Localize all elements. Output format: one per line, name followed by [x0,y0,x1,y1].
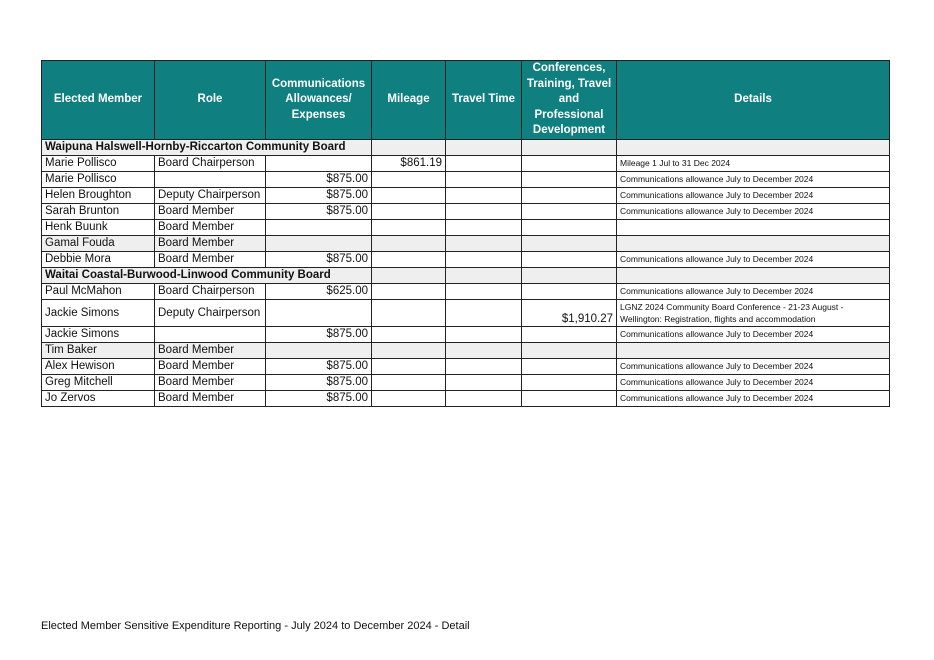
comms-cell: $875.00 [266,359,372,375]
member-cell: Sarah Brunton [42,204,155,220]
header-row [42,61,890,140]
role-cell [155,172,266,188]
page-footer: Elected Member Sensitive Expenditure Reporting - July 2024 to December 2024 - Detail [41,620,470,632]
expenditure-table [41,60,890,407]
role-cell: Board Member [155,391,266,407]
comms-cell: $875.00 [266,172,372,188]
table-row [42,327,890,343]
travel-cell [446,252,522,268]
table-row [42,359,890,375]
mileage-cell [372,252,446,268]
conf-cell [522,252,617,268]
mileage-cell [372,284,446,300]
travel-cell [446,220,522,236]
empty-cell [446,268,522,284]
travel-cell [446,172,522,188]
role-cell: Board Chairperson [155,156,266,172]
member-cell: Paul McMahon [42,284,155,300]
member-cell: Tim Baker [42,343,155,359]
member-cell: Jo Zervos [42,391,155,407]
mileage-cell [372,327,446,343]
table-row [42,252,890,268]
member-cell: Debbie Mora [42,252,155,268]
member-cell: Alex Hewison [42,359,155,375]
details-cell: Communications allowance July to December 2024 [617,375,890,391]
table-row [42,284,890,300]
comms-cell: $875.00 [266,204,372,220]
travel-cell [446,343,522,359]
conf-cell [522,236,617,252]
comms-cell: $875.00 [266,327,372,343]
travel-cell [446,327,522,343]
role-cell: Deputy Chairperson [155,300,266,327]
header-role: Role [155,61,266,140]
travel-cell [446,359,522,375]
table-row [42,204,890,220]
header-details: Details [617,61,890,140]
travel-cell [446,236,522,252]
section-row [42,140,890,156]
table-row [42,220,890,236]
member-cell: Helen Broughton [42,188,155,204]
member-cell: Marie Pollisco [42,172,155,188]
details-cell: Communications allowance July to December 2024 [617,327,890,343]
member-cell: Jackie Simons [42,327,155,343]
table-row [42,236,890,252]
role-cell: Board Member [155,359,266,375]
header-travel-time: Travel Time [446,61,522,140]
member-cell: Marie Pollisco [42,156,155,172]
conf-cell [522,359,617,375]
table-row [42,375,890,391]
comms-cell: $875.00 [266,188,372,204]
travel-cell [446,204,522,220]
travel-cell [446,375,522,391]
details-cell: Communications allowance July to December 2024 [617,284,890,300]
details-cell: Communications allowance July to December 2024 [617,204,890,220]
empty-cell [446,140,522,156]
member-cell: Greg Mitchell [42,375,155,391]
empty-cell [372,140,446,156]
role-cell: Board Member [155,204,266,220]
role-cell: Board Member [155,220,266,236]
conf-cell [522,327,617,343]
table-row [42,172,890,188]
header-conferences: Conferences, Training, Travel and Professional Development [522,61,617,140]
mileage-cell: $861.19 [372,156,446,172]
conf-cell [522,391,617,407]
section-row [42,268,890,284]
table-row [42,156,890,172]
member-cell: Henk Buunk [42,220,155,236]
travel-cell [446,300,522,327]
details-cell [617,236,890,252]
member-cell: Jackie Simons [42,300,155,327]
role-cell: Board Chairperson [155,284,266,300]
details-cell: Mileage 1 Jul to 31 Dec 2024 [617,156,890,172]
conf-cell [522,375,617,391]
travel-cell [446,391,522,407]
comms-cell: $875.00 [266,375,372,391]
empty-cell [617,268,890,284]
role-cell: Deputy Chairperson [155,188,266,204]
role-cell: Board Member [155,375,266,391]
empty-cell [522,268,617,284]
details-cell [617,343,890,359]
empty-cell [372,268,446,284]
details-cell [617,220,890,236]
conf-cell [522,172,617,188]
section-title: Waipuna Halswell-Hornby-Riccarton Community Board [42,140,372,156]
conf-cell [522,220,617,236]
mileage-cell [372,375,446,391]
table-row [42,300,890,327]
header-communications: Communications Allowances/ Expenses [266,61,372,140]
mileage-cell [372,391,446,407]
conf-cell [522,343,617,359]
travel-cell [446,188,522,204]
comms-cell [266,156,372,172]
conf-cell [522,284,617,300]
comms-cell: $625.00 [266,284,372,300]
comms-cell [266,343,372,359]
conf-cell: $1,910.27 [522,300,617,327]
empty-cell [617,140,890,156]
comms-cell [266,220,372,236]
header-elected-member: Elected Member [42,61,155,140]
conf-cell [522,156,617,172]
details-cell: Communications allowance July to December 2024 [617,391,890,407]
mileage-cell [372,172,446,188]
header-mileage: Mileage [372,61,446,140]
table-body [42,140,890,407]
mileage-cell [372,300,446,327]
section-title: Waitai Coastal-Burwood-Linwood Community Board [42,268,372,284]
conf-cell [522,204,617,220]
travel-cell [446,284,522,300]
conf-cell [522,188,617,204]
comms-cell: $875.00 [266,391,372,407]
mileage-cell [372,220,446,236]
mileage-cell [372,188,446,204]
details-cell: Communications allowance July to December 2024 [617,172,890,188]
details-cell: Communications allowance July to December 2024 [617,359,890,375]
mileage-cell [372,236,446,252]
table-row [42,391,890,407]
travel-cell [446,156,522,172]
details-cell: Communications allowance July to December 2024 [617,188,890,204]
table-row [42,343,890,359]
mileage-cell [372,204,446,220]
table-row [42,188,890,204]
empty-cell [522,140,617,156]
role-cell: Board Member [155,343,266,359]
mileage-cell [372,343,446,359]
mileage-cell [372,359,446,375]
details-cell: Communications allowance July to December 2024 [617,252,890,268]
details-cell: LGNZ 2024 Community Board Conference - 21-23 August - Wellington: Registration, flights and accommodation [617,300,890,327]
role-cell [155,327,266,343]
comms-cell [266,300,372,327]
comms-cell [266,236,372,252]
role-cell: Board Member [155,252,266,268]
member-cell: Gamal Fouda [42,236,155,252]
comms-cell: $875.00 [266,252,372,268]
role-cell: Board Member [155,236,266,252]
